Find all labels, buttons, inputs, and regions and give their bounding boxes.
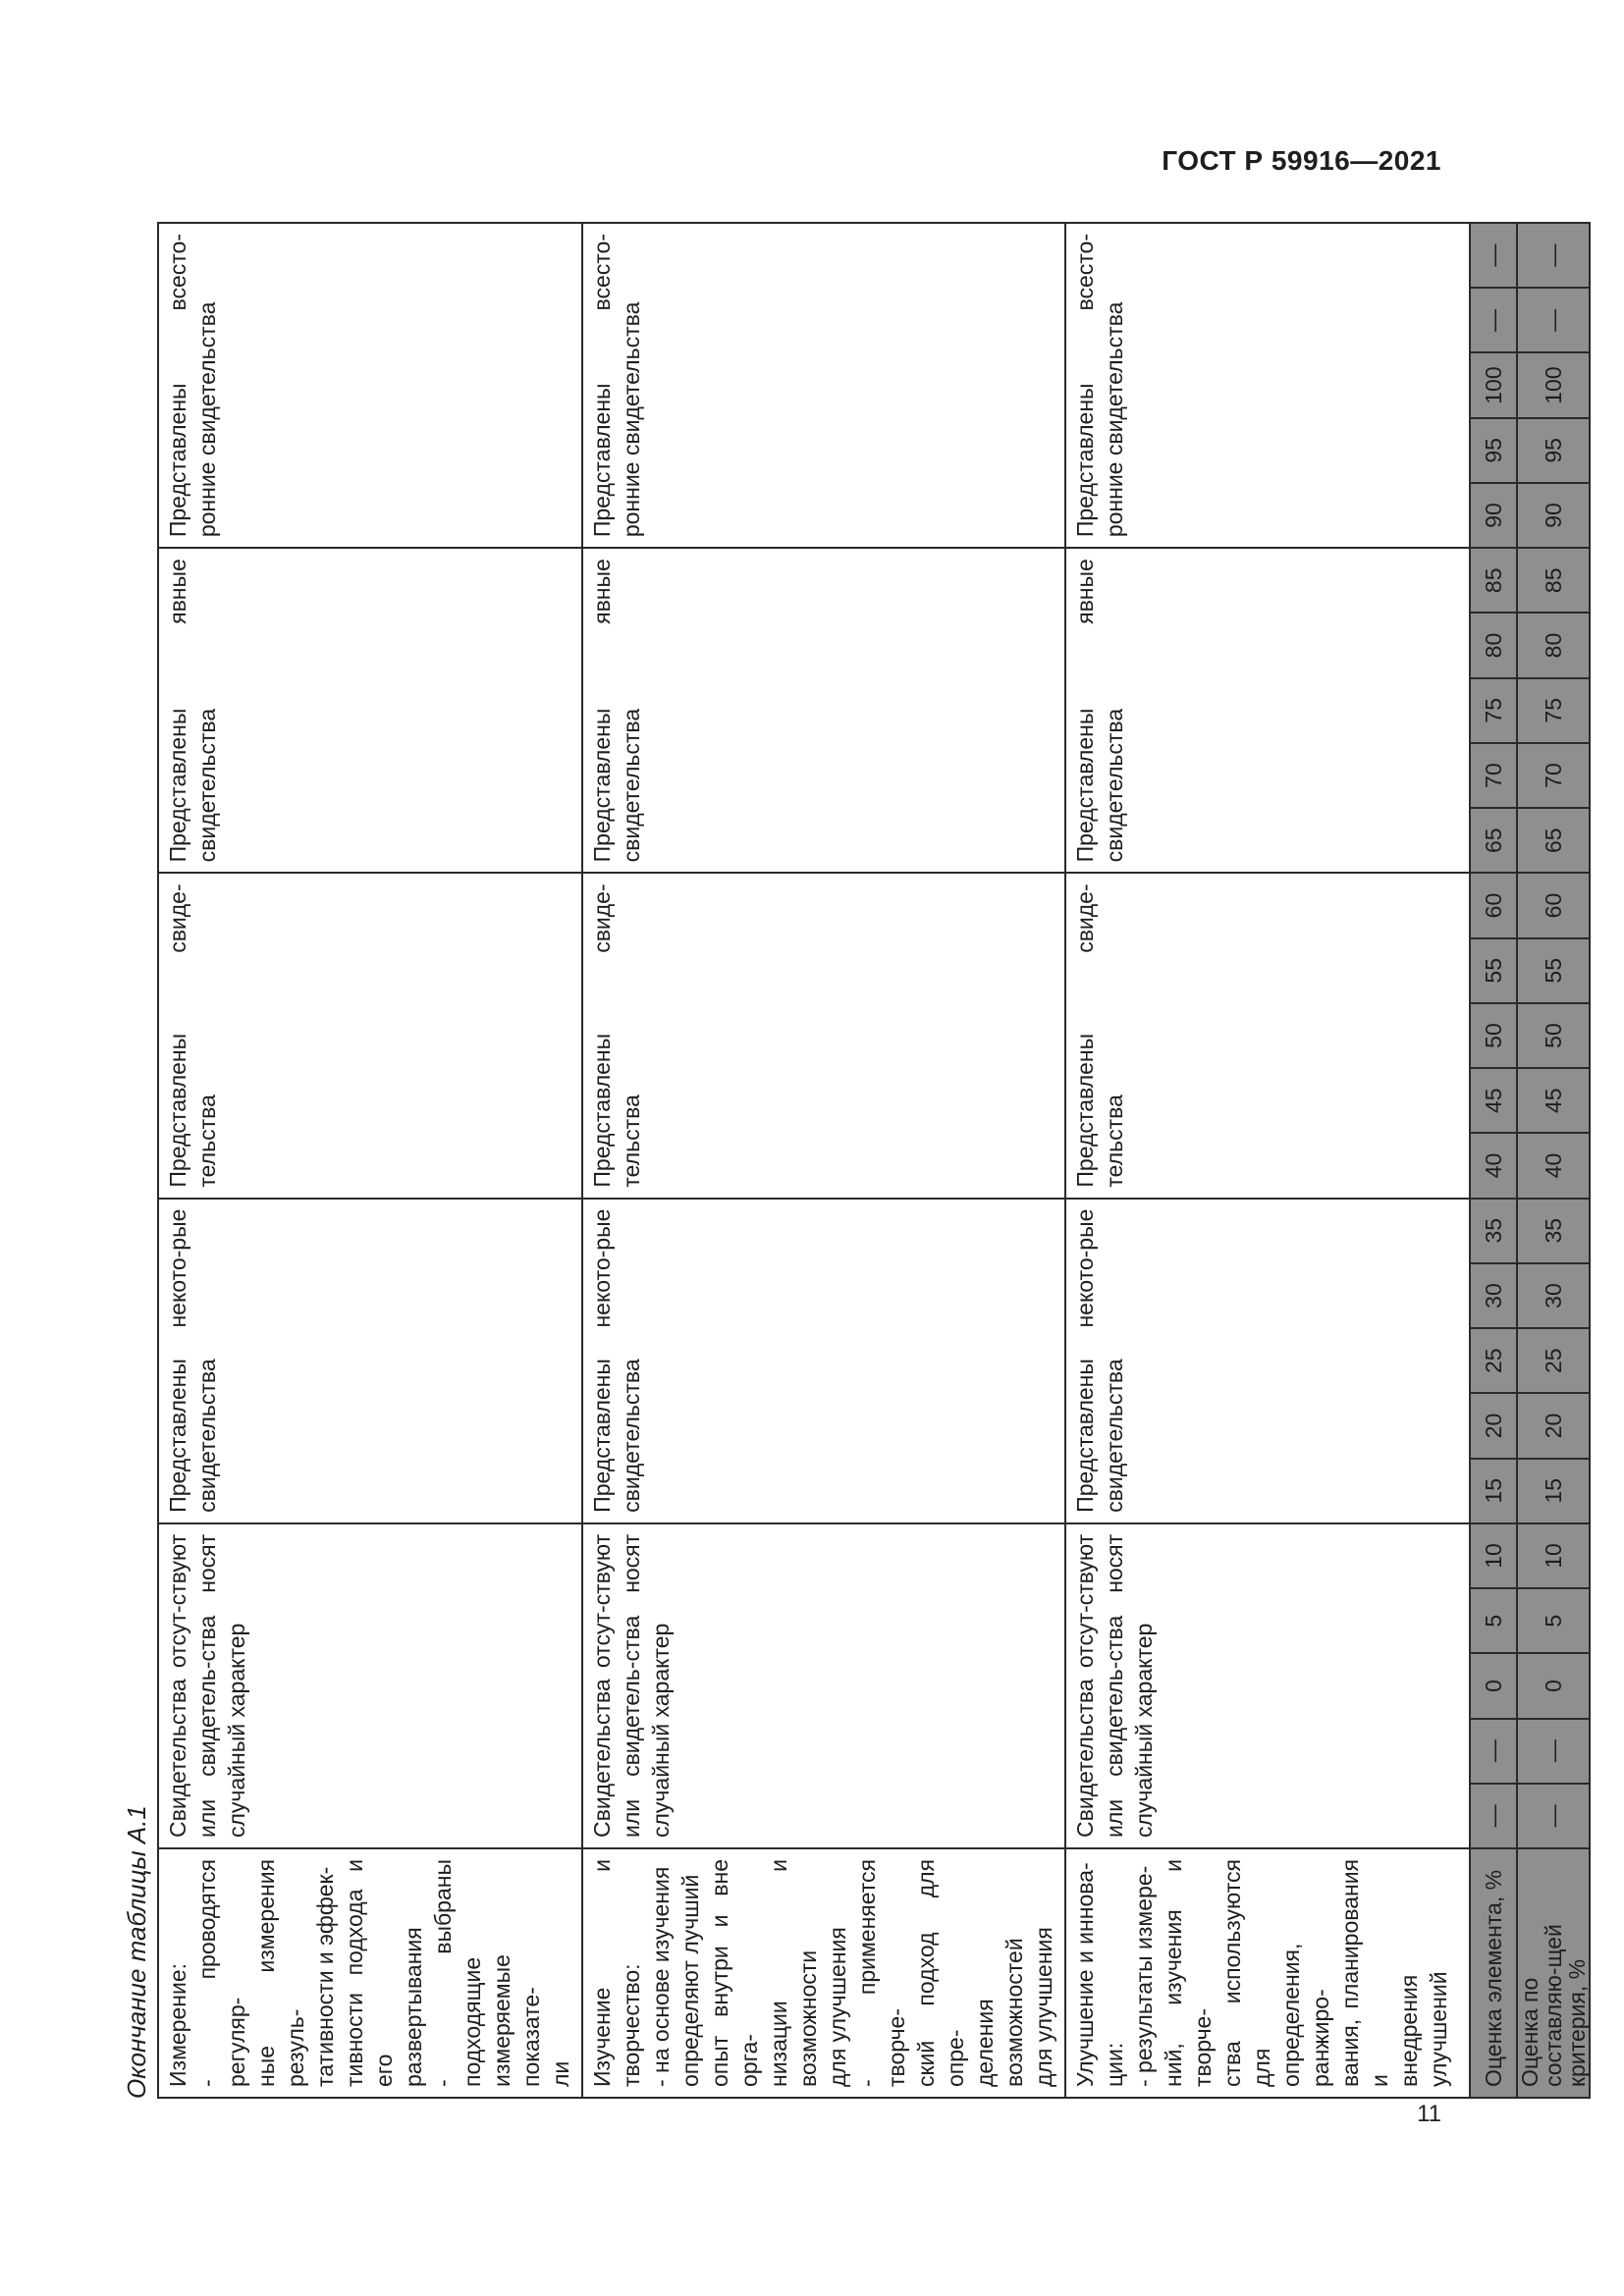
level-cell-comprehensive: Представлены всесто-ронние свидетельства	[1065, 223, 1470, 548]
criterion-row-measurement	[158, 223, 582, 2098]
score-cell: 55	[1517, 938, 1590, 1003]
score-cell: 30	[1517, 1263, 1590, 1328]
criterion-line: низации и возможности	[766, 1859, 821, 2087]
score-cell: 80	[1517, 613, 1590, 677]
criterion-line: - на основе изучения	[648, 1866, 674, 2087]
score-cell: 100	[1470, 352, 1517, 417]
criterion-line: определяют лучший	[677, 1874, 703, 2087]
level-cell-present: Представлены свиде-тельства	[1065, 873, 1470, 1198]
score-cell: 65	[1470, 808, 1517, 873]
level-cell-some: Представлены некото-рые свидетельства	[582, 1199, 1065, 1523]
score-cell: 80	[1470, 613, 1517, 677]
level-cell-some: Представлены некото-рые свидетельства	[1065, 1199, 1470, 1523]
criterion-line: развертывания	[401, 1927, 426, 2087]
criterion-line: ции:	[1102, 2042, 1127, 2087]
score-cell: 20	[1517, 1393, 1590, 1458]
document-code: ГОСТ Р 59916—2021	[1162, 145, 1441, 176]
score-cell: —	[1517, 1719, 1590, 1784]
score-cell: 40	[1470, 1133, 1517, 1198]
criterion-cell	[582, 1848, 1065, 2098]
criterion-line: - применяется творче-	[854, 1859, 909, 2087]
criterion-cell	[158, 1848, 582, 2098]
score-cell: 75	[1470, 678, 1517, 743]
criterion-line: тативности и эффек-	[312, 1866, 338, 2087]
page-number: 11	[1417, 2101, 1441, 2127]
score-row-criterion	[1517, 223, 1590, 2098]
score-cell: 85	[1517, 548, 1590, 613]
score-cell: 10	[1517, 1523, 1590, 1588]
score-cell: 55	[1470, 938, 1517, 1003]
score-cell: 35	[1470, 1199, 1517, 1263]
assessment-table	[157, 222, 1591, 2099]
score-cell: 50	[1470, 1003, 1517, 1068]
criterion-line: - результаты измере-	[1131, 1865, 1157, 2087]
criterion-cell	[1065, 1848, 1470, 2098]
criterion-line: ства используются для	[1219, 1859, 1274, 2087]
criterion-line: деления возможностей	[972, 1938, 1027, 2087]
score-cell: 15	[1470, 1459, 1517, 1523]
score-cell: 40	[1517, 1133, 1590, 1198]
score-cell: 60	[1470, 873, 1517, 937]
score-cell: 50	[1517, 1003, 1590, 1068]
level-cell-comprehensive: Представлены всесто-ронние свидетельства	[158, 223, 582, 548]
score-cell: —	[1470, 288, 1517, 352]
level-cell-present: Представлены свиде-тельства	[158, 873, 582, 1198]
score-row-label: Оценка по составляю-щей критерия, %	[1517, 1848, 1590, 2098]
score-row-element	[1470, 223, 1517, 2098]
score-cell: 20	[1470, 1393, 1517, 1458]
rotated-table-region	[116, 224, 1590, 2099]
score-cell: 35	[1517, 1199, 1590, 1263]
criterion-line: внедрения улучшений	[1396, 1971, 1451, 2087]
score-cell: 85	[1470, 548, 1517, 613]
score-row-label: Оценка элемента, %	[1470, 1848, 1517, 2098]
criterion-line: Улучшение и иннова-	[1072, 1862, 1098, 2087]
score-cell: 95	[1517, 418, 1590, 483]
score-cell: 90	[1470, 483, 1517, 548]
criterion-line: тивности подхода и его	[342, 1859, 397, 2087]
level-cell-none: Свидетельства отсут-ствуют или свидетель-ства носят случайный характер	[1065, 1523, 1470, 1848]
score-cell: 70	[1517, 743, 1590, 808]
score-cell: 0	[1470, 1653, 1517, 1718]
score-cell: —	[1470, 1784, 1517, 1848]
score-cell: —	[1517, 1784, 1590, 1848]
score-cell: 45	[1517, 1068, 1590, 1133]
criterion-line: вания, планирования и	[1337, 1859, 1392, 2087]
criterion-line: - проводятся регуляр-	[194, 1859, 249, 2087]
score-cell: 65	[1517, 808, 1590, 873]
table-caption: Окончание таблицы А.1	[122, 1805, 151, 2099]
criterion-row-learning	[582, 223, 1065, 2098]
score-cell: 10	[1470, 1523, 1517, 1588]
score-cell: 15	[1517, 1459, 1590, 1523]
level-cell-none: Свидетельства отсут-ствуют или свидетель-ства носят случайный характер	[158, 1523, 582, 1848]
score-cell: —	[1517, 223, 1590, 288]
level-cell-clear: Представлены явные свидетельства	[1065, 548, 1470, 873]
criterion-line: Измерение:	[165, 1963, 190, 2087]
score-cell: —	[1470, 1719, 1517, 1784]
criterion-line: для улучшения	[825, 1927, 850, 2087]
criterion-line: измеряемые показате-	[489, 1954, 544, 2087]
criterion-line: ные измерения резуль-	[253, 1859, 308, 2087]
criterion-line: - выбраны подходящие	[430, 1859, 485, 2087]
level-cell-present: Представлены свиде-тельства	[582, 873, 1065, 1198]
criterion-line: ский подход для опре-	[913, 1859, 968, 2087]
score-cell: 25	[1517, 1328, 1590, 1393]
level-cell-comprehensive: Представлены всесто-ронние свидетельства	[582, 223, 1065, 548]
score-cell: 100	[1517, 352, 1590, 417]
score-cell: 45	[1470, 1068, 1517, 1133]
score-cell: 75	[1517, 678, 1590, 743]
criterion-line: ли	[548, 2060, 573, 2087]
score-cell: —	[1517, 288, 1590, 352]
level-cell-none: Свидетельства отсут-ствуют или свидетель-ства носят случайный характер	[582, 1523, 1065, 1848]
score-cell: 90	[1517, 483, 1590, 548]
score-cell: 0	[1517, 1653, 1590, 1718]
criterion-line: Изучение и творчество:	[589, 1859, 644, 2087]
score-cell: —	[1470, 223, 1517, 288]
level-cell-clear: Представлены явные свидетельства	[582, 548, 1065, 873]
criterion-line: опыт внутри и вне орга-	[707, 1859, 762, 2087]
criterion-row-improvement	[1065, 223, 1470, 2098]
criterion-line: для улучшения	[1031, 1927, 1056, 2087]
score-cell: 25	[1470, 1328, 1517, 1393]
score-cell: 5	[1470, 1588, 1517, 1653]
score-cell: 5	[1517, 1588, 1590, 1653]
score-cell: 30	[1470, 1263, 1517, 1328]
criterion-line: ний, изучения и творче-	[1161, 1859, 1216, 2087]
level-cell-some: Представлены некото-рые свидетельства	[158, 1199, 582, 1523]
score-cell: 60	[1517, 873, 1590, 937]
score-cell: 95	[1470, 418, 1517, 483]
criterion-line: определения, ранжиро-	[1278, 1943, 1333, 2087]
level-cell-clear: Представлены явные свидетельства	[158, 548, 582, 873]
score-cell: 70	[1470, 743, 1517, 808]
